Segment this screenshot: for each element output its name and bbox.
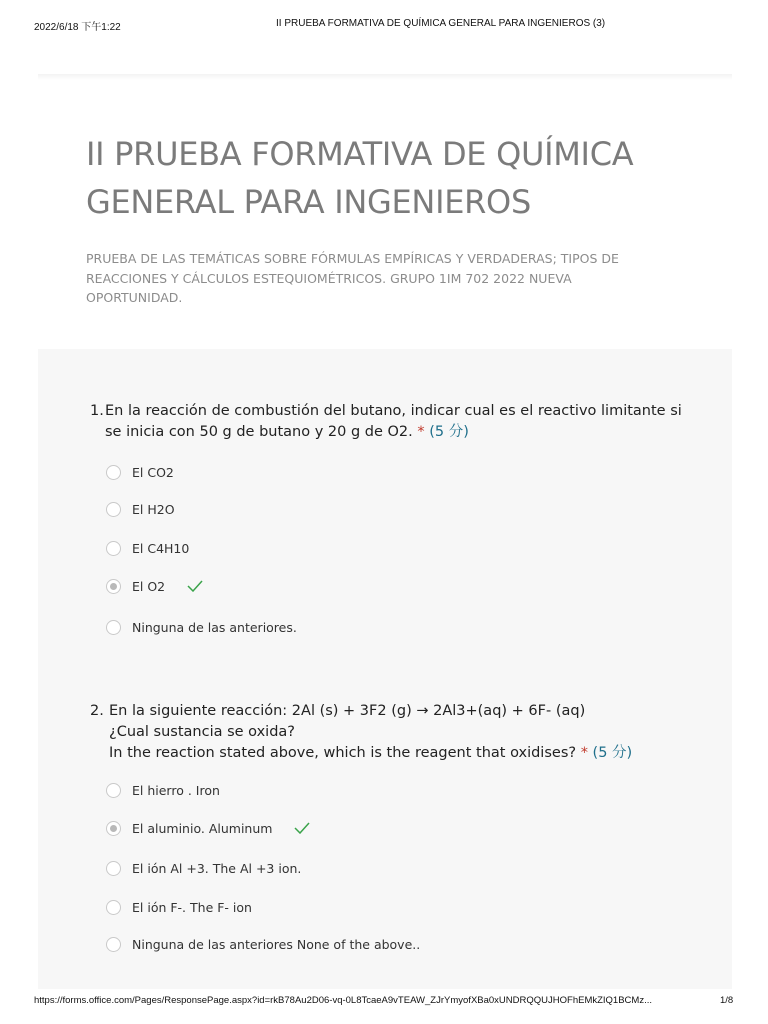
- question-number: 2.: [90, 703, 104, 719]
- option-label: El C4H10: [132, 540, 190, 556]
- option-label: El CO2: [132, 464, 174, 480]
- form-description: PRUEBA DE LAS TEMÁTICAS SOBRE FÓRMULAS EMPÍRICAS Y VERDADERAS; TIPOS DE REACCIONES Y CÁLCULOS ESTEQUIOMÉTRICOS. GRUPO 1IM 702 2022 NUEVA OPORTUNIDAD.: [86, 251, 619, 305]
- option-label: El aluminio. Aluminum: [132, 820, 273, 836]
- question-text-line: ¿Cual sustancia se oxida?: [109, 724, 295, 740]
- option-label: Ninguna de las anteriores.: [132, 619, 297, 635]
- option-label: El ión Al +3. The Al +3 ion.: [132, 860, 302, 876]
- radio-icon[interactable]: [106, 502, 121, 517]
- question-points: (5 分): [429, 424, 469, 440]
- questions-card: [38, 349, 732, 989]
- print-date: 2022/6/18 下午1:22: [34, 22, 121, 33]
- required-marker: *: [580, 745, 588, 761]
- option-label: El H2O: [132, 501, 175, 517]
- page-number: 1/8: [720, 995, 734, 1006]
- q2-option-al-ion[interactable]: [106, 859, 301, 877]
- radio-selected-icon[interactable]: [106, 821, 121, 836]
- page-url: https://forms.office.com/Pages/ResponsePage.aspx?id=rkB78Au2D06-vq-0L8TcaeA9vTEAW_ZJrYmyofXBa0xUNDRQQUJHOFhEMkZIQ1BCMz...: [34, 995, 652, 1006]
- radio-icon[interactable]: [106, 465, 121, 480]
- q2-option-f-ion[interactable]: [106, 898, 252, 916]
- q2-option-iron[interactable]: [106, 781, 220, 799]
- radio-icon[interactable]: [106, 783, 121, 798]
- q1-option-none[interactable]: [106, 618, 297, 636]
- radio-icon[interactable]: [106, 900, 121, 915]
- q2-option-aluminum[interactable]: [106, 819, 310, 837]
- radio-icon[interactable]: [106, 541, 121, 556]
- required-marker: *: [417, 424, 425, 440]
- q1-option-h2o[interactable]: [106, 500, 175, 518]
- radio-icon[interactable]: [106, 620, 121, 635]
- q2-option-none[interactable]: [106, 935, 420, 953]
- option-label: El O2: [132, 578, 166, 594]
- form-top-divider: [38, 74, 732, 80]
- question-points: (5 分): [592, 745, 633, 761]
- question-text-line: se inicia con 50 g de butano y 20 g de O2.: [105, 424, 413, 440]
- check-icon: [187, 580, 203, 592]
- question-text-line: En la reacción de combustión del butano, indicar cual es el reactivo limitante si: [105, 403, 682, 419]
- radio-icon[interactable]: [106, 861, 121, 876]
- question-text-line: In the reaction stated above, which is the reagent that oxidises?: [109, 745, 577, 761]
- check-icon: [294, 822, 310, 834]
- option-label: El ión F-. The F- ion: [132, 899, 252, 915]
- form-title: II PRUEBA FORMATIVA DE QUÍMICA GENERAL PARA INGENIEROS: [86, 135, 634, 221]
- option-label: Ninguna de las anteriores None of the above..: [132, 936, 421, 952]
- q1-option-c4h10[interactable]: [106, 539, 189, 557]
- question-2: [90, 701, 710, 764]
- question-1: [90, 401, 710, 443]
- question-text-line: En la siguiente reacción: 2Al (s) + 3F2 (g) → 2Al3+(aq) + 6F- (aq): [109, 703, 586, 719]
- q1-option-o2[interactable]: [106, 577, 203, 595]
- option-label: El hierro . Iron: [132, 782, 220, 798]
- print-header: [0, 18, 768, 32]
- print-footer: [0, 995, 768, 1009]
- print-doc-title: II PRUEBA FORMATIVA DE QUÍMICA GENERAL PARA INGENIEROS (3): [276, 18, 606, 29]
- question-number: 1.: [90, 403, 104, 419]
- radio-icon[interactable]: [106, 937, 121, 952]
- q1-option-co2[interactable]: [106, 463, 174, 481]
- radio-selected-icon[interactable]: [106, 579, 121, 594]
